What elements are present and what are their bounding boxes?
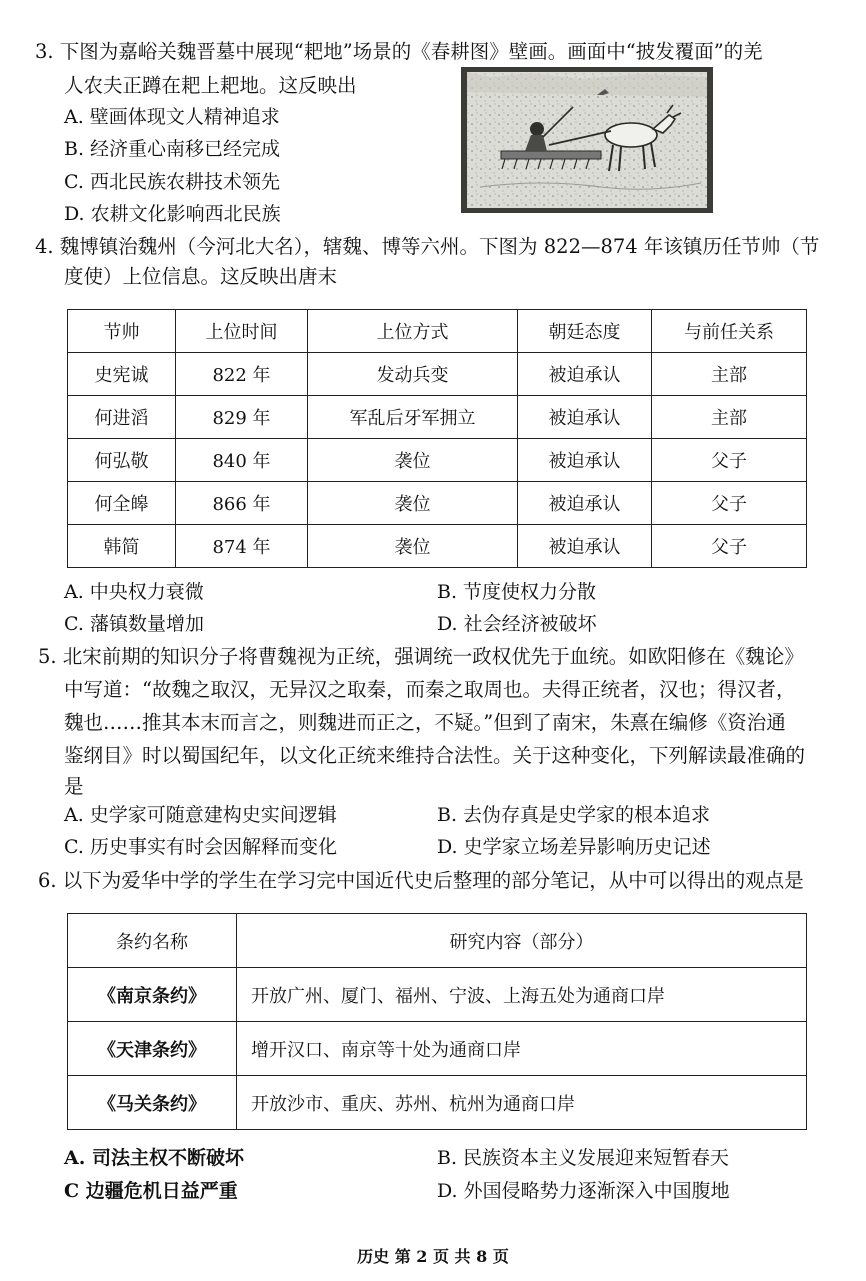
table-cell: 父子 [652, 439, 807, 482]
q4-table [67, 309, 807, 568]
table-cell: 发动兵变 [308, 353, 518, 396]
table-cell: 袭位 [308, 525, 518, 568]
q4-stem-line1: 4. 魏博镇治魏州（今河北大名），辖魏、博等六州。下图为 822—874 年该镇历任节帅（节 [35, 235, 820, 258]
table-cell: 《马关条约》 [68, 1076, 237, 1130]
table-cell: 增开汉口、南京等十处为通商口岸 [237, 1022, 807, 1076]
q6-option-b[interactable]: B. 民族资本主义发展迎来短暂春天 [437, 1147, 730, 1169]
spring-plowing-mural-image [461, 67, 713, 213]
q5-stem-line4: 鉴纲目》时以蜀国纪年，以文化正统来维持合法性。关于这种变化，下列解读最准确的 [64, 744, 806, 767]
q5-option-a[interactable]: A. 史学家可随意建构史实间逻辑 [64, 804, 337, 826]
table-cell: 军乱后牙军拥立 [308, 396, 518, 439]
table-row [68, 525, 807, 568]
q4-stem-line2: 度使）上位信息。这反映出唐末 [64, 265, 338, 288]
q5-stem-line2: 中写道：“故魏之取汉，无异汉之取秦，而秦之取周也。夫得正统者，汉也；得汉者， [64, 678, 796, 701]
q3-option-b[interactable]: B. 经济重心南移已经完成 [64, 138, 281, 160]
table-cell: 韩简 [68, 525, 176, 568]
q5-option-d[interactable]: D. 史学家立场差异影响历史记述 [437, 836, 711, 858]
q6-option-a[interactable]: A. 司法主权不断破坏 [64, 1147, 244, 1169]
table-cell: 史宪诚 [68, 353, 176, 396]
table-cell: 袭位 [308, 482, 518, 525]
table-row [68, 968, 807, 1022]
q3-stem-line2: 人农夫正蹲在耙上耙地。这反映出 [64, 74, 357, 97]
table-cell: 866 年 [176, 482, 308, 525]
table-cell: 主部 [652, 396, 807, 439]
table-cell: 《天津条约》 [68, 1022, 237, 1076]
q6-stem: 6. 以下为爱华中学的学生在学习完中国近代史后整理的部分笔记，从中可以得出的观点是 [38, 869, 804, 892]
table-cell: 822 年 [176, 353, 308, 396]
table-cell: 被迫承认 [518, 396, 652, 439]
table-header-cell: 研究内容（部分） [237, 914, 807, 968]
table-header-row [68, 310, 807, 353]
table-cell: 父子 [652, 482, 807, 525]
page-footer: 历史 第 2 页 共 8 页 [357, 1247, 509, 1266]
table-row [68, 482, 807, 525]
table-cell: 开放沙市、重庆、苏州、杭州为通商口岸 [237, 1076, 807, 1130]
table-row [68, 353, 807, 396]
table-header-row [68, 914, 807, 968]
table-header-cell: 节帅 [68, 310, 176, 353]
table-cell: 被迫承认 [518, 482, 652, 525]
q5-stem-line1: 5. 北宋前期的知识分子将曹魏视为正统，强调统一政权优先于血统。如欧阳修在《魏论》 [38, 645, 804, 668]
q3-option-d[interactable]: D. 农耕文化影响西北民族 [64, 203, 281, 225]
table-row [68, 1022, 807, 1076]
q3-option-c[interactable]: C. 西北民族农耕技术领先 [64, 171, 280, 193]
q5-option-b[interactable]: B. 去伪存真是史学家的根本追求 [437, 804, 711, 826]
q4-option-d[interactable]: D. 社会经济被破坏 [437, 613, 597, 635]
q3-option-a[interactable]: A. 壁画体现文人精神追求 [64, 106, 280, 128]
table-header-cell: 上位方式 [308, 310, 518, 353]
table-cell: 何进滔 [68, 396, 176, 439]
table-cell: 何全皞 [68, 482, 176, 525]
q6-table [67, 913, 807, 1130]
q4-option-b[interactable]: B. 节度使权力分散 [437, 581, 597, 603]
table-cell: 父子 [652, 525, 807, 568]
table-cell: 《南京条约》 [68, 968, 237, 1022]
table-cell: 874 年 [176, 525, 308, 568]
table-cell: 829 年 [176, 396, 308, 439]
q5-option-c[interactable]: C. 历史事实有时会因解释而变化 [64, 836, 337, 858]
q6-option-d[interactable]: D. 外国侵略势力逐渐深入中国腹地 [437, 1180, 730, 1202]
table-cell: 袭位 [308, 439, 518, 482]
table-header-cell: 上位时间 [176, 310, 308, 353]
q5-stem-line3: 魏也……推其本末而言之，则魏进而正之，不疑。”但到了南宋，朱熹在编修《资治通 [64, 711, 786, 734]
table-header-cell: 朝廷态度 [518, 310, 652, 353]
q3-stem-line1: 3. 下图为嘉峪关魏晋墓中展现“耙地”场景的《春耕图》壁画。画面中“披发覆面”的羌 [35, 40, 763, 63]
table-cell: 被迫承认 [518, 353, 652, 396]
table-cell: 何弘敬 [68, 439, 176, 482]
table-cell: 840 年 [176, 439, 308, 482]
q5-stem-line5: 是 [64, 775, 84, 798]
table-header-cell: 条约名称 [68, 914, 237, 968]
table-cell: 被迫承认 [518, 439, 652, 482]
table-row [68, 439, 807, 482]
table-row [68, 396, 807, 439]
table-cell: 开放广州、厦门、福州、宁波、上海五处为通商口岸 [237, 968, 807, 1022]
table-cell: 主部 [652, 353, 807, 396]
table-cell: 被迫承认 [518, 525, 652, 568]
table-row [68, 1076, 807, 1130]
table-header-cell: 与前任关系 [652, 310, 807, 353]
q4-option-c[interactable]: C. 藩镇数量增加 [64, 613, 204, 635]
q4-option-a[interactable]: A. 中央权力衰微 [64, 581, 204, 603]
q6-option-c[interactable]: C 边疆危机日益严重 [64, 1180, 238, 1202]
